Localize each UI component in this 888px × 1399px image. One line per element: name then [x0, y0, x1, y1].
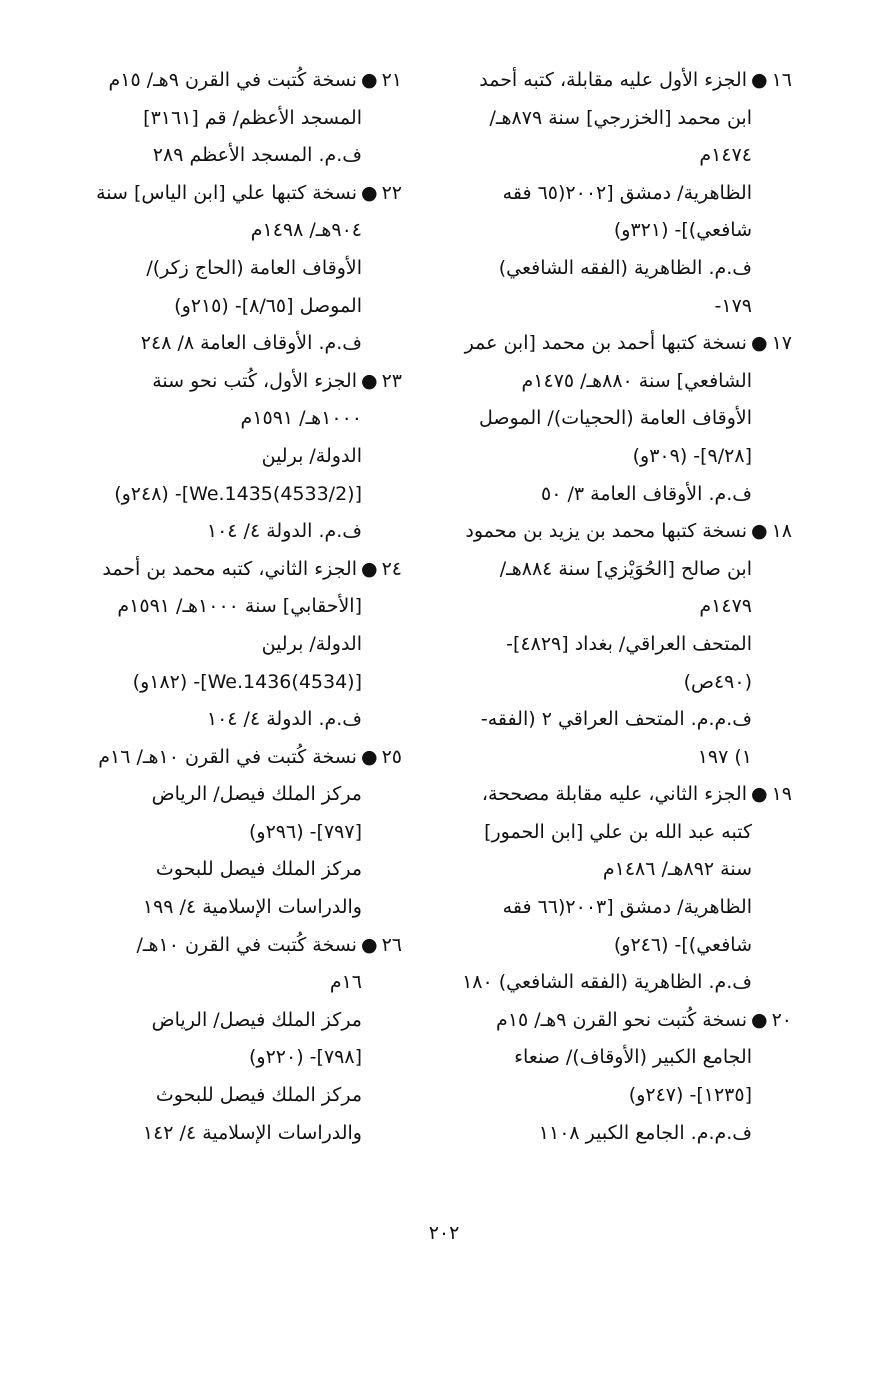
manuscript-entry	[72, 739, 402, 927]
entry-detail-line: ف.م.م. الجامع الكبير ١١٠٨	[538, 1121, 752, 1144]
bullet-icon: ●	[360, 745, 378, 768]
manuscript-entry	[448, 62, 792, 325]
entry-heading-line	[448, 62, 792, 100]
entry-detail-line: شافعي)]- (٣٢١و)	[613, 219, 752, 242]
entry-detail-line: ابن صالح [الحُوَيْزي] سنة ٨٨٤هـ/	[499, 557, 752, 580]
manuscript-entry	[448, 1002, 792, 1152]
entry-detail-line: الشافعي] سنة ٨٨٠هـ/ ١٤٧٥م	[521, 369, 752, 392]
entry-detail-line: الظاهرية/ دمشق [٢٠٠٢(٦٥ فقه	[502, 181, 752, 204]
bullet-icon: ●	[750, 783, 768, 806]
entry-heading-line	[72, 551, 402, 589]
entry-heading-line	[72, 927, 402, 965]
entry-heading-line	[448, 325, 792, 363]
entry-heading: نسخة كُتبت في القرن ١٠هـ/ ١٦م	[98, 745, 357, 768]
manuscript-entry	[72, 175, 402, 363]
entry-number: ٢٢	[381, 181, 402, 204]
entry-detail-line: [٧٩٨]- (٢٢٠و)	[249, 1046, 362, 1069]
entry-detail-line: ف.م. الدولة ٤/ ١٠٤	[206, 708, 362, 731]
entry-heading: نسخة كُتبت نحو القرن ٩هـ/ ١٥م	[496, 1008, 747, 1031]
entry-detail-line: الجامع الكبير (الأوقاف)/ صنعاء	[514, 1046, 752, 1069]
entry-heading: الجزء الأول، كُتب نحو سنة	[152, 369, 357, 392]
entry-detail-line: الأوقاف العامة (الحاج زكر)/	[146, 256, 362, 279]
right-column	[448, 62, 792, 1152]
entry-detail-line: ف.م. الأوقاف العامة ٣/ ٥٠	[541, 482, 752, 505]
entry-detail-line: [٩/٢٨]- (٣٠٩و)	[632, 444, 752, 467]
bullet-icon: ●	[750, 69, 768, 91]
entry-heading: نسخة كُتبت في القرن ٩هـ/ ١٥م	[108, 69, 357, 91]
entry-number: ٢٣	[381, 369, 402, 392]
bullet-icon: ●	[750, 1008, 768, 1031]
entry-heading: نسخة كتبها علي [ابن الياس] سنة	[96, 181, 357, 204]
entry-detail-line: ٩٠٤هـ/ ١٤٩٨م	[250, 219, 362, 242]
entry-detail-line: والدراسات الإسلامية ٤/ ١٩٩	[142, 896, 362, 919]
bullet-icon: ●	[360, 557, 378, 580]
entry-number: ١٩	[771, 783, 792, 806]
entry-heading: نسخة كُتبت في القرن ١٠هـ/	[136, 933, 357, 956]
entry-detail-line: مركز الملك فيصل/ الرياض	[151, 783, 362, 806]
manuscript-entry	[448, 776, 792, 1002]
entry-detail-line: [(4533/2)We.1435]- (٢٤٨و)	[114, 482, 362, 505]
entry-heading-line	[448, 1002, 792, 1040]
entry-detail-line: [٧٩٧]- (٢٩٦و)	[249, 820, 362, 843]
entry-detail-line: ١٠٠٠هـ/ ١٥٩١م	[240, 407, 362, 430]
entry-heading-line	[448, 513, 792, 551]
left-column	[72, 62, 402, 1152]
entry-detail-line: ١) ١٩٧	[697, 745, 752, 768]
bullet-icon: ●	[360, 369, 378, 392]
entry-detail-line: المسجد الأعظم/ قم [٣١٦١]	[143, 106, 362, 129]
entry-detail-line: ١٤٧٩م	[699, 595, 752, 618]
entry-detail-line: ١٧٩-	[714, 294, 752, 317]
entry-heading: نسخة كتبها أحمد بن محمد [ابن عمر	[464, 332, 747, 355]
entry-detail-line: [(4534)We.1436]- (١٨٢و)	[132, 670, 362, 693]
entry-detail-line: الدولة/ برلين	[261, 444, 362, 467]
bullet-icon: ●	[360, 933, 378, 956]
entry-number: ٢٠	[771, 1008, 792, 1031]
entry-detail-line: [الأحقابي] سنة ١٠٠٠هـ/ ١٥٩١م	[117, 595, 362, 618]
manuscript-entry	[72, 363, 402, 551]
entry-detail-line: مركز الملك فيصل/ الرياض	[151, 1008, 362, 1031]
entry-heading-line	[72, 62, 402, 100]
entry-number: ٢٥	[381, 745, 402, 768]
page-number: ٢٠٢	[428, 1222, 460, 1244]
entry-detail-line: (٤٩٠ص)	[683, 670, 752, 693]
entry-detail-line: ف.م.م. المتحف العراقي ٢ (الفقه-	[480, 708, 752, 731]
entry-detail-line: الظاهرية/ دمشق [٢٠٠٣(٦٦ فقه	[502, 896, 752, 919]
manuscript-entry	[448, 325, 792, 513]
manuscript-entry	[72, 551, 402, 739]
entry-detail-line: ف.م. الأوقاف العامة ٨/ ٢٤٨	[140, 332, 362, 355]
entry-heading: الجزء الثاني، عليه مقابلة مصححة،	[481, 783, 747, 806]
entry-number: ٢٦	[381, 933, 402, 956]
entry-number: ١٨	[771, 520, 792, 543]
entry-detail-line: ف.م. الظاهرية (الفقه الشافعي)	[498, 256, 752, 279]
entry-detail-line: المتحف العراقي/ بغداد [٤٨٢٩]-	[506, 632, 752, 655]
entry-detail-line: مركز الملك فيصل للبحوث	[155, 1084, 362, 1107]
bullet-icon: ●	[750, 332, 768, 355]
entry-detail-line: شافعي)]- (٢٤٦و)	[613, 933, 752, 956]
entry-heading-line	[72, 175, 402, 213]
entry-detail-line: سنة ٨٩٢هـ/ ١٤٨٦م	[602, 858, 752, 881]
entry-number: ٢٤	[381, 557, 402, 580]
entry-detail-line: ف.م. المسجد الأعظم ٢٨٩	[152, 144, 362, 167]
entry-detail-line: ابن محمد [الخزرجي] سنة ٨٧٩هـ/	[489, 106, 752, 129]
entry-detail-line: [١٢٣٥]- (٢٤٧و)	[628, 1084, 752, 1107]
entry-detail-line: الأوقاف العامة (الحجيات)/ الموصل	[479, 407, 752, 430]
entry-detail-line: ف.م. الدولة ٤/ ١٠٤	[206, 520, 362, 543]
entry-number: ١٧	[771, 332, 792, 355]
entry-detail-line: ف.م. الظاهرية (الفقه الشافعي) ١٨٠	[462, 971, 752, 994]
entry-number: ٢١	[381, 69, 402, 91]
entry-detail-line: الدولة/ برلين	[261, 632, 362, 655]
entry-number: ١٦	[771, 69, 792, 91]
bullet-icon: ●	[750, 520, 768, 543]
entry-detail-line: والدراسات الإسلامية ٤/ ١٤٢	[142, 1121, 362, 1144]
entry-heading-line	[72, 739, 402, 777]
entry-detail-line: مركز الملك فيصل للبحوث	[155, 858, 362, 881]
entry-heading: نسخة كتبها محمد بن يزيد بن محمود	[465, 520, 747, 543]
bullet-icon: ●	[360, 69, 378, 91]
entry-detail-line: الموصل [٨/٦٥]- (٢١٥و)	[174, 294, 362, 317]
manuscript-entry	[448, 513, 792, 776]
entry-detail-line: ١٦م	[329, 971, 362, 994]
entry-heading-line	[72, 363, 402, 401]
entry-heading: الجزء الثاني، كتبه محمد بن أحمد	[102, 557, 357, 580]
entry-heading: الجزء الأول عليه مقابلة، كتبه أحمد	[479, 69, 747, 91]
manuscript-entry	[72, 927, 402, 1153]
entry-detail-line: كتبه عبد الله بن علي [ابن الحمور]	[484, 820, 752, 843]
bullet-icon: ●	[360, 181, 378, 204]
entry-heading-line	[448, 776, 792, 814]
entry-detail-line: ١٤٧٤م	[699, 144, 752, 167]
manuscript-entry	[72, 62, 402, 175]
